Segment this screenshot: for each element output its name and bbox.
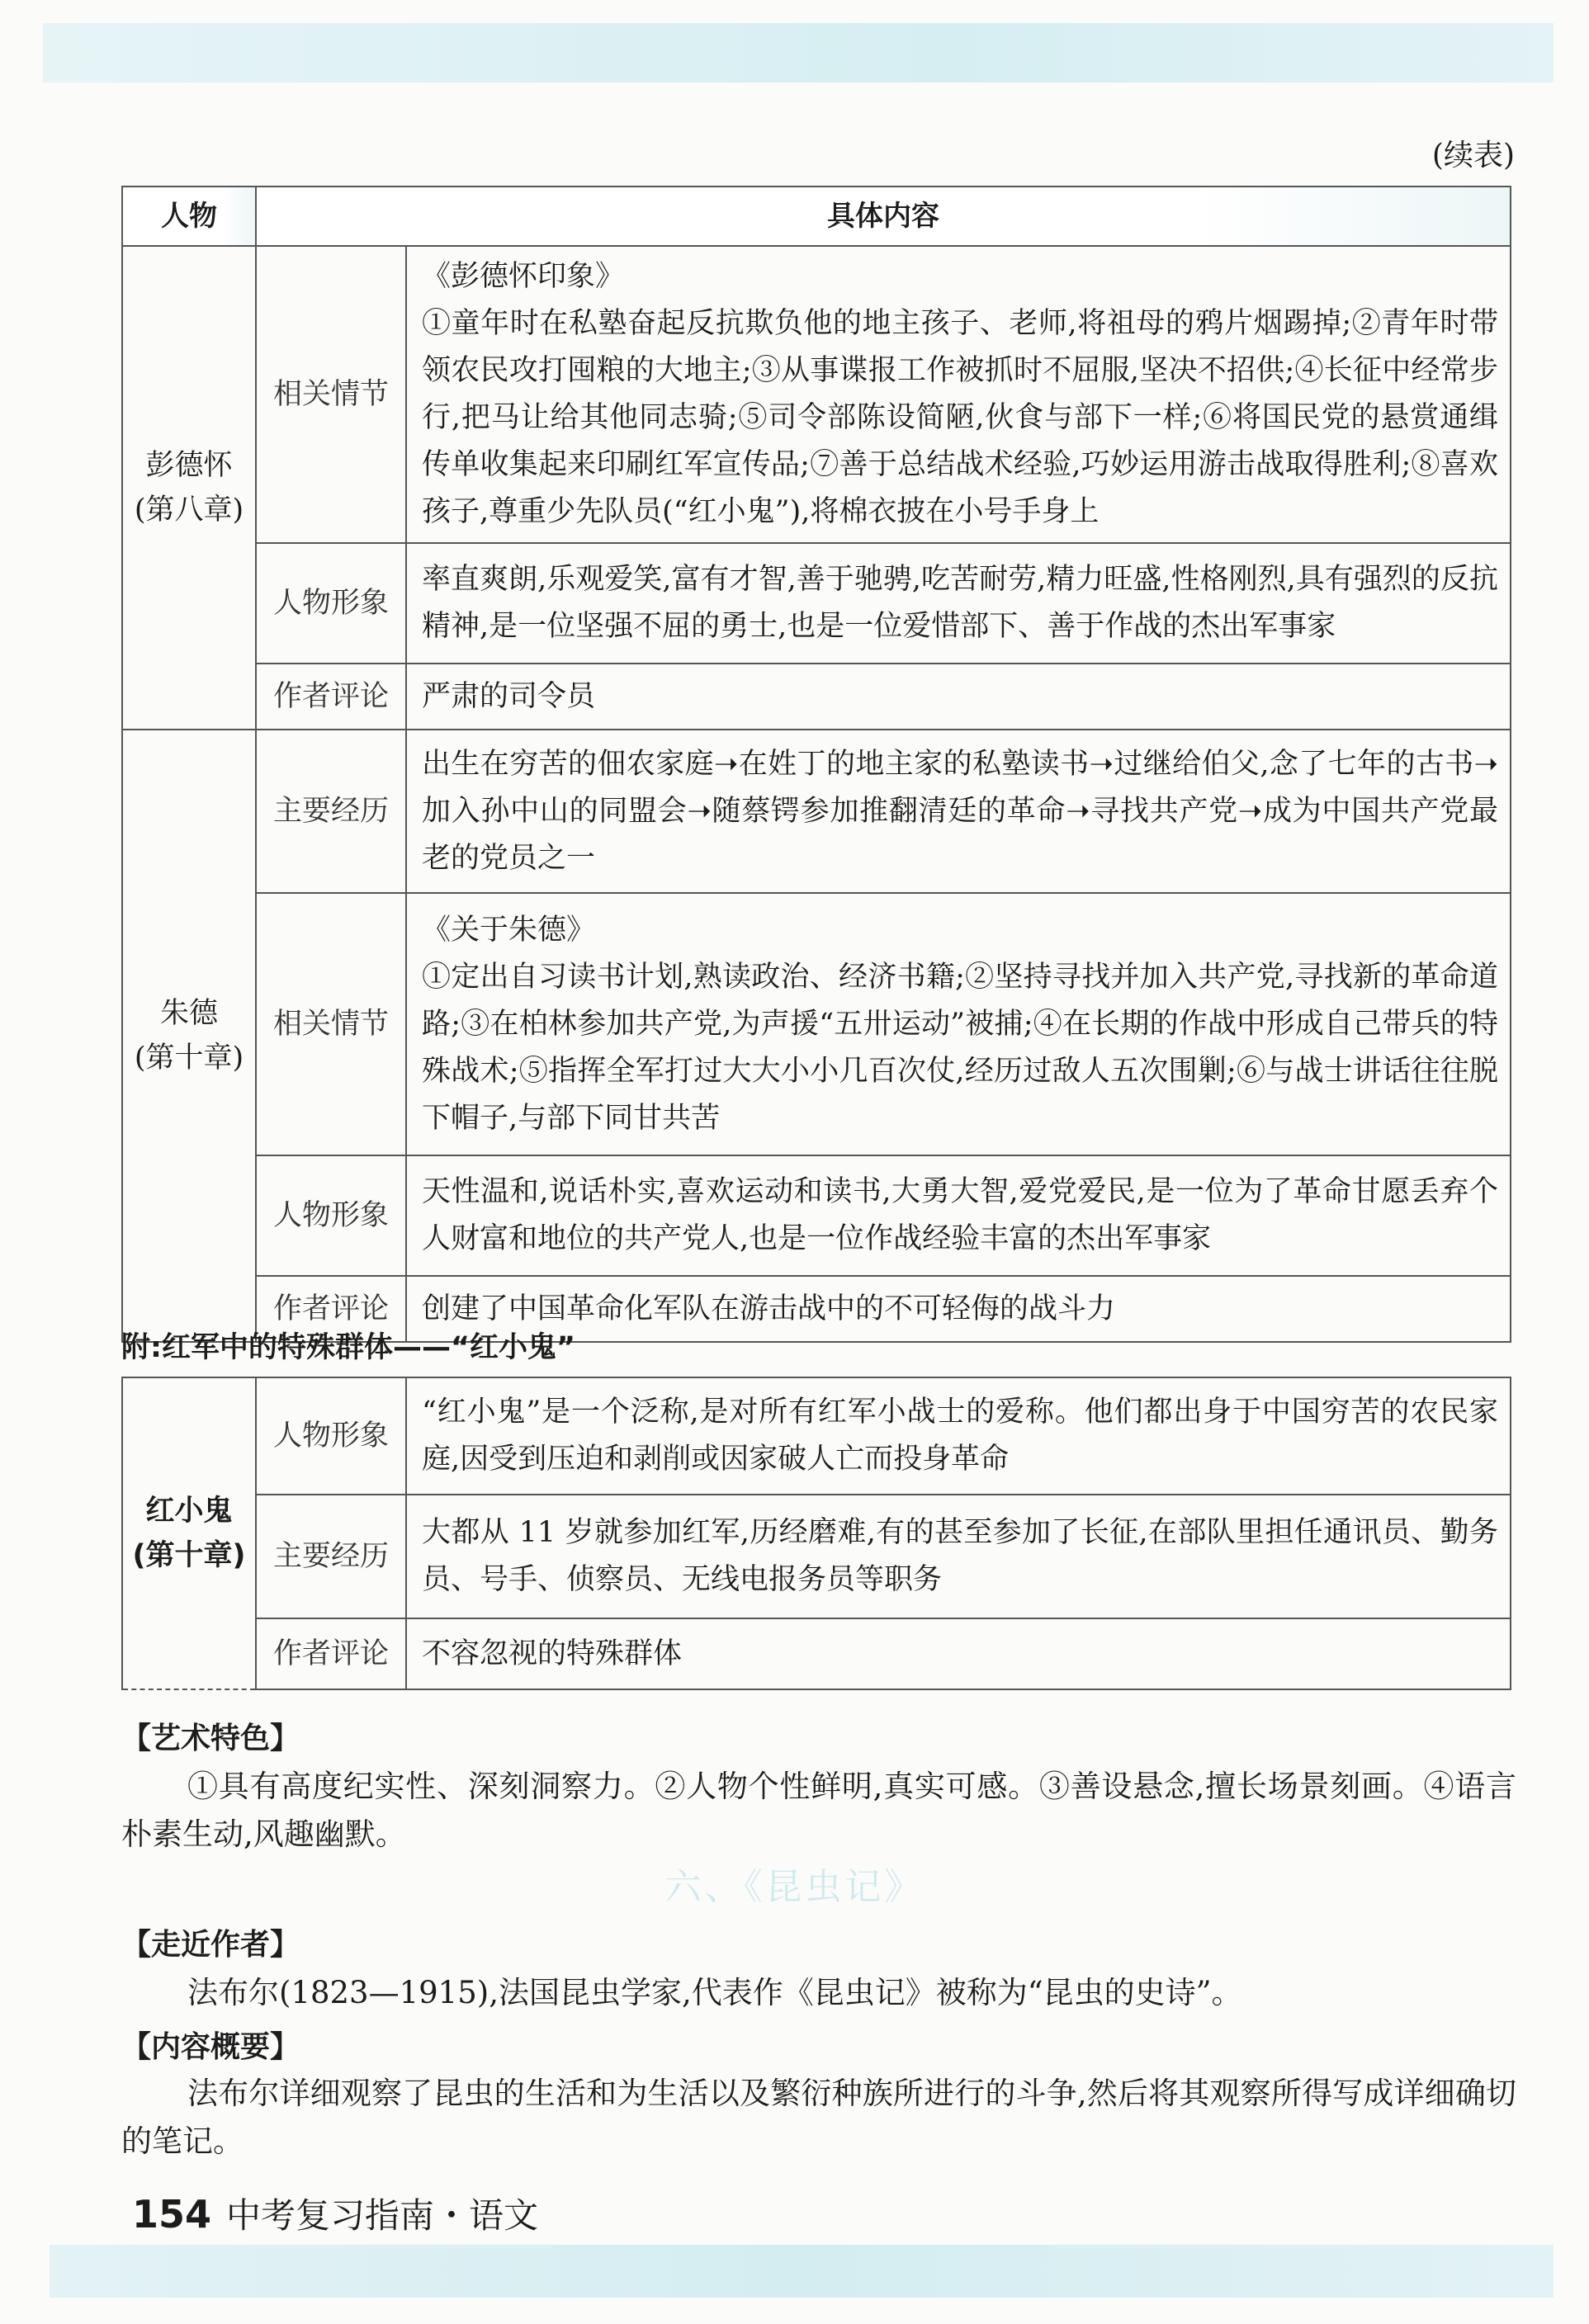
book-title-footer: 中考复习指南・语文 <box>226 2195 539 2236</box>
table-row <box>122 1377 1511 1495</box>
category-label: 主要经历 <box>256 730 406 893</box>
book-title: 《关于朱德》 <box>422 913 596 947</box>
person-chapter: (第十章) <box>132 1539 246 1572</box>
category-label: 作者评论 <box>256 1276 406 1342</box>
section-title: 六、《昆虫记》 <box>664 1866 925 1908</box>
person-name: 红小鬼 <box>145 1495 233 1528</box>
content-cell: 出生在穷苦的佃农家庭➝在姓丁的地主家的私塾读书➝过继给伯父,念了七年的古书➝加入孙中山的同盟会➝随蔡锷参加推翻清廷的革命➝寻找共产党➝成为中国共产党最老的党员之一 <box>406 730 1511 893</box>
author-label: 【走近作者】 <box>121 1928 300 1962</box>
category-label: 作者评论 <box>256 1618 406 1689</box>
header-content: 具体内容 <box>256 187 1511 246</box>
content-cell <box>406 246 1511 543</box>
art-text: ①具有高度纪实性、深刻洞察力。②人物个性鲜明,真实可感。③善设悬念,擅长场景刻画。④语言朴素生动,风趣幽默。 <box>121 1769 1516 1852</box>
continued-label: (续表) <box>1431 139 1515 172</box>
table-row <box>122 1618 1511 1689</box>
person-zhu <box>122 730 256 1342</box>
category-label: 作者评论 <box>256 664 406 730</box>
table-row <box>122 893 1511 1155</box>
content-cell: 大都从 11 岁就参加红军,历经磨难,有的甚至参加了长征,在部队里担任通讯员、勤务员、号手、侦察员、无线电报务员等职务 <box>406 1495 1511 1618</box>
category-label: 人物形象 <box>256 543 406 664</box>
category-label: 主要经历 <box>256 1495 406 1618</box>
content-cell: 不容忽视的特殊群体 <box>406 1618 1511 1689</box>
content-cell: 天性温和,说话朴实,喜欢运动和读书,大勇大智,爱党爱民,是一位为了革命甘愿丢弃个人财富和地位的共产党人,也是一位作战经验丰富的杰出军事家 <box>406 1155 1511 1276</box>
category-label: 人物形象 <box>256 1377 406 1495</box>
book-title: 《彭德怀印象》 <box>422 260 625 293</box>
table-row <box>122 543 1511 664</box>
table-row <box>122 664 1511 730</box>
table-header-row <box>122 187 1511 246</box>
summary-label: 【内容概要】 <box>121 2030 300 2064</box>
summary-text: 法布尔详细观察了昆虫的生活和为生活以及繁衍种族所进行的斗争,然后将其观察所得写成详细确切的笔记。 <box>121 2076 1516 2159</box>
appendix-table <box>121 1377 1511 1690</box>
page-number: 154 <box>132 2192 212 2237</box>
category-label: 人物形象 <box>256 1155 406 1276</box>
content-cell: 率直爽朗,乐观爱笑,富有才智,善于驰骋,吃苦耐劳,精力旺盛,性格刚烈,具有强烈的反抗精神,是一位坚强不屈的勇士,也是一位爱惜部下、善于作战的杰出军事家 <box>406 543 1511 664</box>
art-label: 【艺术特色】 <box>121 1722 300 1755</box>
table-row <box>122 730 1511 893</box>
footer-band <box>50 2245 1554 2298</box>
content-text: ①童年时在私塾奋起反抗欺负他的地主孩子、老师,将祖母的鸦片烟踢掉;②青年时带领农民攻打囤粮的大地主;③从事谍报工作被抓时不屈服,坚决不招供;④长征中经常步行,把马让给其他同志骑;⑤司令部陈设简陋,伙食与部下一样;⑥将国民党的悬赏通缉传单收集起来印刷红军宣传品;⑦善于总结战术经验,巧妙运用游击战取得胜利;⑧喜欢孩子,尊重少先队员(“红小鬼”),将棉衣披在小号手身上 <box>422 307 1498 528</box>
author-text: 法布尔(1823—1915),法国昆虫学家,代表作《昆虫记》被称为“昆虫的史诗”。 <box>187 1975 1242 2010</box>
content-cell: “红小鬼”是一个泛称,是对所有红军小战士的爱称。他们都出身于中国穷苦的农民家庭,因受到压迫和剥削或因家破人亡而投身革命 <box>406 1377 1511 1495</box>
characters-table <box>121 186 1511 1343</box>
category-label: 相关情节 <box>256 246 406 543</box>
table-row <box>122 246 1511 543</box>
page-footer <box>132 2189 538 2238</box>
content-cell: 创建了中国革命化军队在游击战中的不可轻侮的战斗力 <box>406 1276 1511 1342</box>
person-chapter: (第十章) <box>134 1042 244 1075</box>
content-cell <box>406 893 1511 1155</box>
content-text: ①定出自习读书计划,熟读政治、经济书籍;②坚持寻找并加入共产党,寻找新的革命道路;③在柏林参加共产党,为声援“五卅运动”被捕;④在长期的作战中形成自己带兵的特殊战术;⑤指挥全军打过大大小小几百次仗,经历过敌人五次围剿;⑥与战士讲话往往脱下帽子,与部下同甘共苦 <box>422 960 1498 1135</box>
person-red-kids <box>122 1377 256 1689</box>
person-name: 彭德怀 <box>145 449 233 482</box>
header-band <box>43 23 1554 83</box>
category-label: 相关情节 <box>256 893 406 1155</box>
person-name: 朱德 <box>159 997 218 1030</box>
appendix-heading: 附:红军中的特殊群体——“红小鬼” <box>121 1331 576 1364</box>
header-person: 人物 <box>122 187 256 246</box>
table-row <box>122 1155 1511 1276</box>
person-peng <box>122 246 256 730</box>
content-cell: 严肃的司令员 <box>406 664 1511 730</box>
table-row <box>122 1495 1511 1618</box>
person-chapter: (第八章) <box>134 494 244 527</box>
